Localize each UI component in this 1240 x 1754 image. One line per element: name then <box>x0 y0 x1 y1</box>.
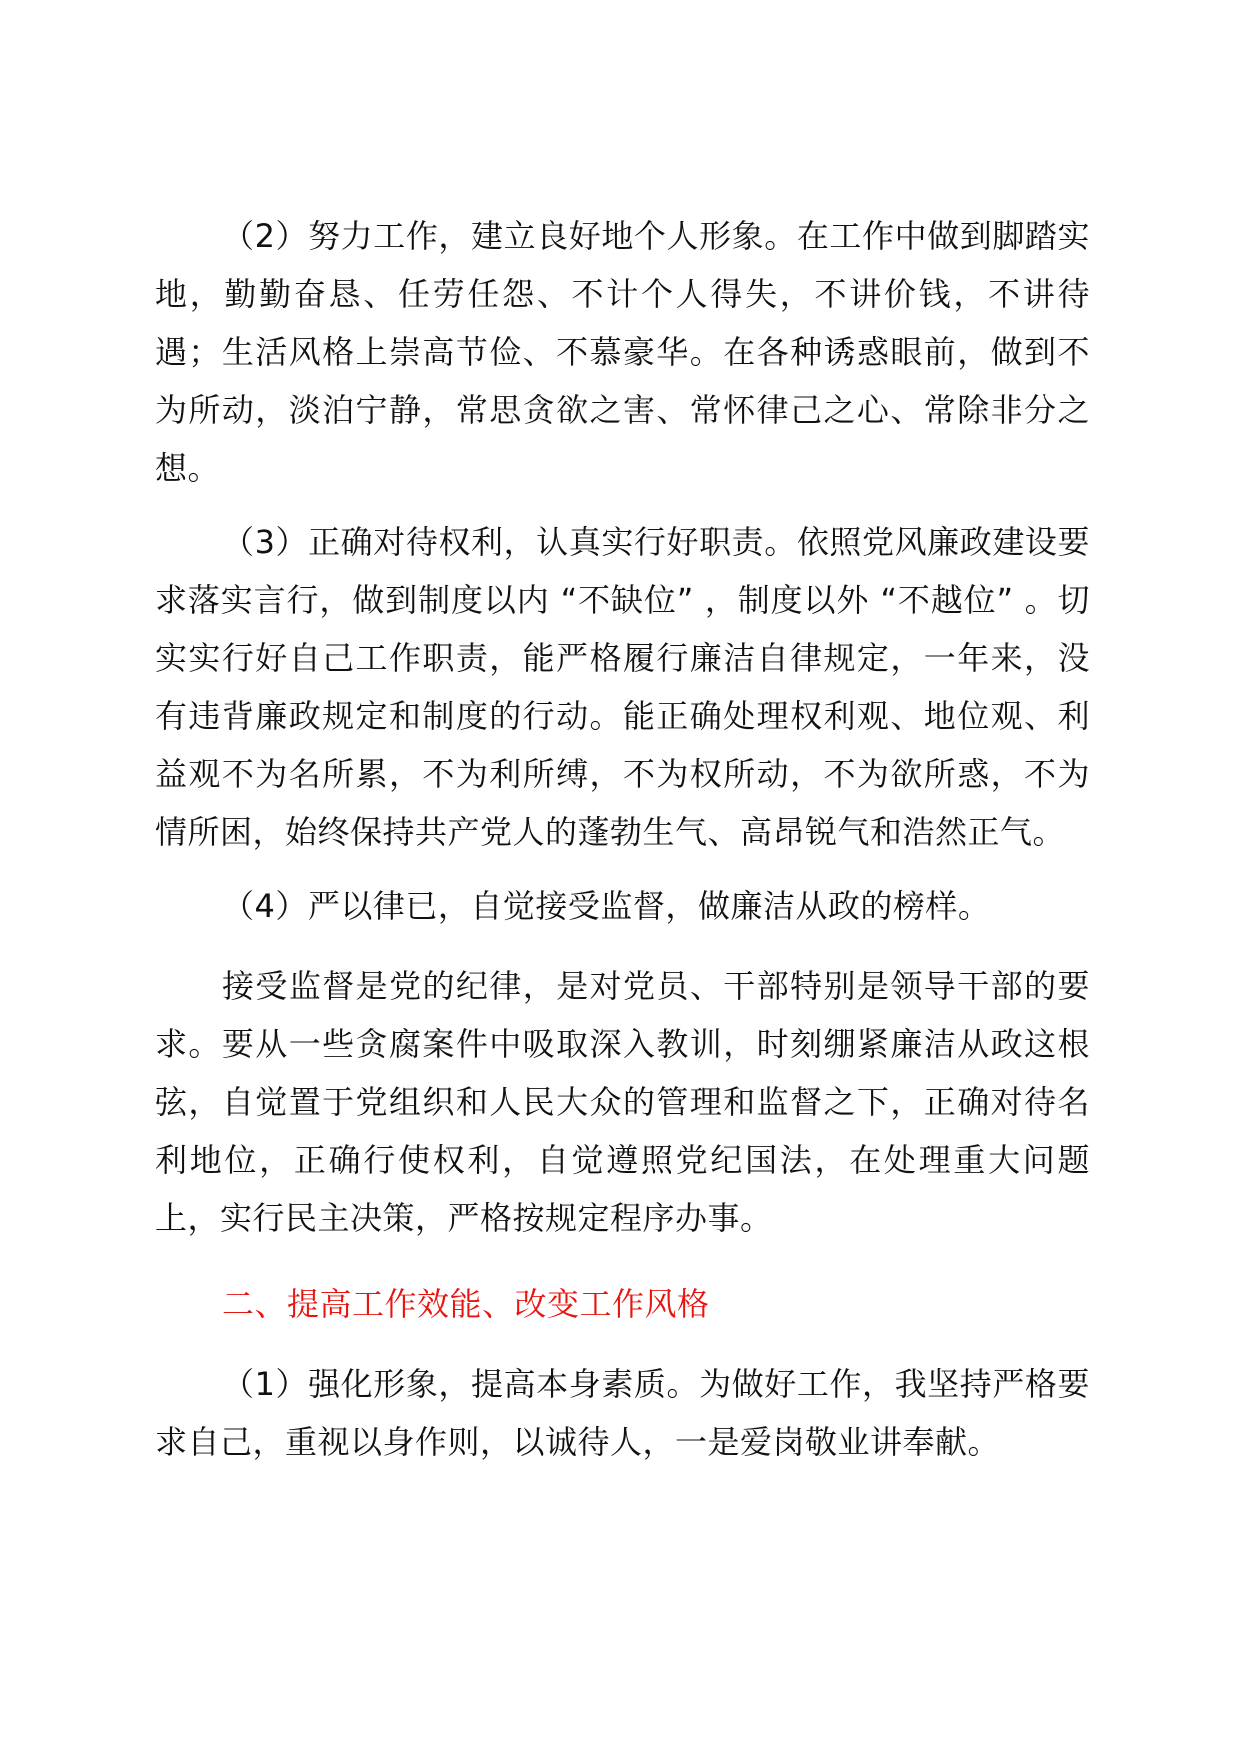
section-paragraph-1: （1）强化形象，提高本身素质。为做好工作，我坚持严格要求自己，重视以身作则，以诚待人，一是爱岗敬业讲奉献。 <box>155 1365 1090 1461</box>
paragraph-3: （3）正确对待权利，认真实行好职责。依照党风廉政建设要求落实言行，做到制度以内 “不缺位” ，制度以外 “不越位” 。切实实行好自己工作职责，能严格履行廉洁自律规定，一年来，没有违背廉政规定和制度的行动。能正确处理权利观、地位观、利益观不为名所累，不为利所缚，不为权所动，不为欲所惑，不为情所困，始终保持共产党人的蓬勃生气、高昂锐气和浩然正气。 <box>155 523 1090 851</box>
paragraph-2: （2）努力工作，建立良好地个人形象。在工作中做到脚踏实地，勤勤奋恳、任劳任怨、不计个人得失，不讲价钱，不讲待遇；生活风格上崇高节俭、不慕豪华。在各种诱惑眼前，做到不为所动，淡泊宁静，常思贪欲之害、常怀律己之心、常除非分之想。 <box>155 217 1090 487</box>
paragraph-4: （4）严以律已，自觉接受监督，做廉洁从政的榜样。 <box>222 887 991 925</box>
paragraph-supervision: 接受监督是党的纪律，是对党员、干部特别是领导干部的要求。要从一些贪腐案件中吸取深入教训，时刻绷紧廉洁从政这根弦，自觉置于党组织和人民大众的管理和监督之下，正确对待名利地位，正确行使权利，自觉遵照党纪国法，在处理重大问题上，实行民主决策，严格按规定程序办事。 <box>155 967 1090 1237</box>
document-page <box>155 207 1090 1487</box>
section-heading: 二、提高工作效能、改变工作风格 <box>222 1285 710 1323</box>
